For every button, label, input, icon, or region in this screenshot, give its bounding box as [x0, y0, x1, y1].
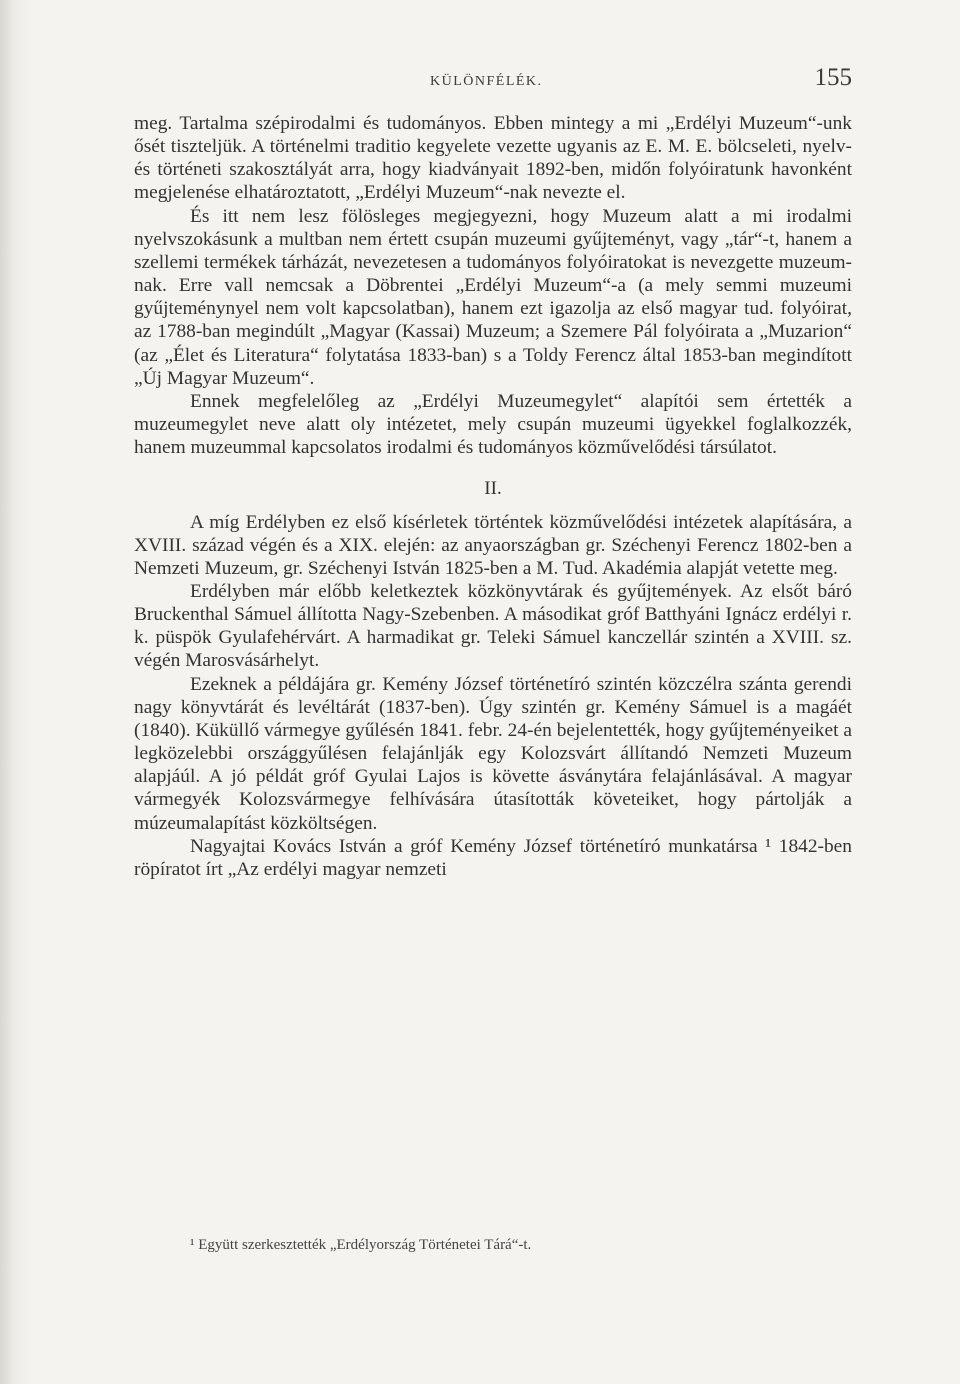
- paragraph-3: Ennek megfelelőleg az „Erdélyi Muzeumegylet“ alapítói sem értették a muzeumegylet neve alatt oly intézetet, mely csupán muzeumi ügyekkel foglalkozzék, hanem muzeummal kapcsolatos irodalmi és tudományos közművelődési társúlatot.: [134, 390, 852, 459]
- running-head-title: KÜLÖNFÉLÉK.: [430, 74, 543, 89]
- body-text: [134, 112, 852, 881]
- paragraph-4: A míg Erdélyben ez első kísérletek történtek közművelődési intézetek alapítására, a XVIII. század végén és a XIX. elején: az anyaországban gr. Széchenyi Ferencz 1802-ben a Nemzeti Muzeum, gr. Széchenyi István 1825-ben a M. Tud. Akadémia alapját vetette meg.: [134, 511, 852, 579]
- page-edge-shadow: [0, 0, 34, 1384]
- paragraph-2: És itt nem lesz fölösleges megjegyezni, hogy Muzeum alatt a mi irodalmi nyelvszokásunk a multban nem értett csupán muzeumi gyűjteményt, vagy „tár“-t, hanem a szellemi termékek tárházát, nevezetesen a tudományos folyóiratokat is nevezgette muzeum-nak. Erre vall nemcsak a Döbrentei „Erdélyi Muzeum“-a (a mely semmi muzeumi gyűjteménynyel nem volt kapcsolatban), hanem ezt igazolja az első magyar tud. folyóirat, az 1788-ban megindúlt „Magyar (Kassai) Muzeum; a Szemere Pál folyóirata a „Muzarion“ (az „Élet és Literatura“ folytatása 1833-ban) s a Toldy Ferencz által 1853-ban megindított „Új Magyar Muzeum“.: [134, 205, 852, 389]
- book-page: [134, 0, 852, 1384]
- footnote: ¹ Együtt szerkesztették „Erdélyország Történetei Tárá“-t.: [190, 1237, 532, 1253]
- running-head: [134, 60, 852, 100]
- paragraph-7: Nagyajtai Kovács István a gróf Kemény József történetíró munkatársa ¹ 1842-ben röpíratot írt „Az erdélyi magyar nemzeti: [134, 835, 852, 880]
- section-numeral: II.: [484, 478, 502, 500]
- paragraph-1: meg. Tartalma szépirodalmi és tudományos. Ebben mintegy a mi „Erdélyi Muzeum“-unk ősét tiszteljük. A történelmi traditio kegyelete vezette ugyanis az E. M. E. bölcseleti, nyelv- és történeti szakosztályát arra, hogy kiadványait 1892-ben, midőn folyóiratunk havonként megjelenése elhatároztatott, „Erdélyi Muzeum“-nak nevezte el.: [134, 113, 852, 204]
- page-number: 155: [814, 64, 852, 91]
- paragraph-6: Ezeknek a példájára gr. Kemény József történetíró szintén közczélra szánta gerendi nagy könyvtárát és levéltárát (1837-ben). Úgy szintén gr. Kemény Sámuel is a magáét (1840). Küküllő vármegye gyűlésén 1841. febr. 24-én bejelentették, hogy gyűjteményeiket a legközelebbi országgyűlésen felajánlják egy Kolozsvárt állítandó Nemzeti Muzeum alapjáúl. A jó példát gróf Gyulai Lajos is követte ásványtára felajánlásával. A magyar vármegyék Kolozsvármegye felhívására útasították követeiket, hogy pártolják a múzeumalapítást közköltségen.: [134, 673, 852, 834]
- paragraph-5: Erdélyben már előbb keletkeztek közkönyvtárak és gyűjtemények. Az elsőt báró Bruckenthal Sámuel állította Nagy-Szebenben. A másodikat gróf Batthyáni Ignácz erdélyi r. k. püspök Gyulafehérvárt. A harmadikat gr. Teleki Sámuel kanczellár szintén a XVIII. sz. végén Marosvásárhelyt.: [134, 580, 852, 672]
